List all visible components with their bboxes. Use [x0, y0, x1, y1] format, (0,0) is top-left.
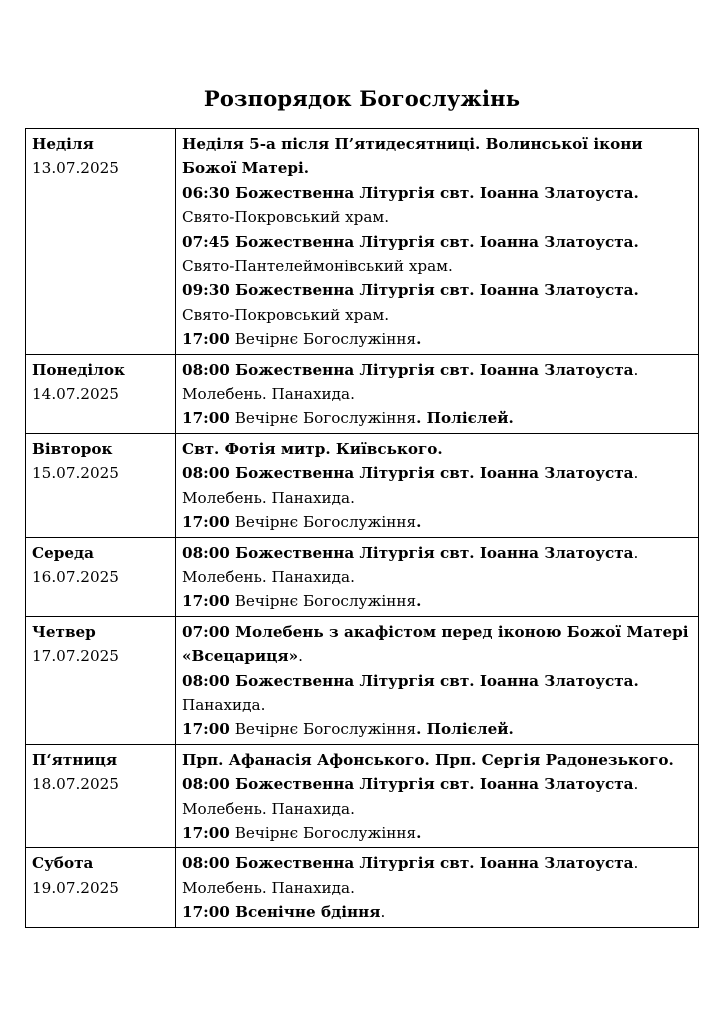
service-text: 08:00 Божественна Літургія свт. Іоанна Златоуста [182, 543, 634, 562]
service-line [182, 230, 692, 254]
day-date: 13.07.2025 [32, 159, 119, 178]
day-cell [26, 744, 176, 848]
service-line [182, 461, 692, 485]
service-text: Вечірнє Богослужіння [229, 823, 417, 842]
services-cell [176, 848, 699, 927]
service-text: . [633, 464, 639, 483]
day-date: 19.07.2025 [32, 878, 119, 897]
service-text: 08:00 Божественна Літургія свт. Іоанна Златоуста. [182, 671, 639, 690]
service-text: 08:00 Божественна Літургія свт. Іоанна Златоуста [182, 854, 634, 873]
service-line [182, 797, 692, 821]
day-name: Субота [32, 854, 94, 873]
service-text: . [633, 854, 639, 873]
service-line [182, 669, 692, 693]
service-text: Вечірнє Богослужіння [229, 720, 417, 739]
service-text: 08:00 Божественна Літургія свт. Іоанна Златоуста [182, 464, 634, 483]
service-text: 17:00 [182, 409, 230, 428]
schedule-row [26, 354, 699, 433]
service-line [182, 254, 692, 278]
day-date: 18.07.2025 [32, 775, 119, 794]
service-text: 07:45 Божественна Літургія свт. Іоанна Златоуста. [182, 232, 639, 251]
service-line [182, 437, 692, 461]
service-text: 17:00 [182, 330, 230, 349]
service-text: Молебень. Панахида. [182, 799, 355, 818]
day-name: Вівторок [32, 439, 113, 458]
service-line [182, 358, 692, 382]
service-line [182, 748, 692, 772]
services-cell [176, 616, 699, 744]
service-text: 09:30 Божественна Літургія свт. Іоанна Златоуста. [182, 281, 639, 300]
service-text: 08:00 Божественна Літургія свт. Іоанна Златоуста [182, 360, 634, 379]
service-text: Вечірнє Богослужіння [229, 409, 417, 428]
service-line [182, 510, 692, 534]
service-text: Вечірнє Богослужіння [229, 592, 417, 611]
service-text: . [298, 647, 303, 666]
service-text: . [416, 823, 422, 842]
service-line [182, 900, 692, 924]
service-line [182, 406, 692, 430]
service-text: Свято-Покровський храм. [182, 305, 390, 324]
service-text: Вечірнє Богослужіння [229, 513, 417, 532]
service-text: Вечірнє Богослужіння [229, 330, 417, 349]
service-text: . [633, 543, 639, 562]
schedule-body [26, 129, 699, 928]
service-text: Молебень. Панахида. [182, 878, 355, 897]
day-cell [26, 616, 176, 744]
day-name: Неділя [32, 135, 94, 153]
service-line [182, 821, 692, 845]
day-name: Середа [32, 543, 94, 562]
service-text: . [416, 513, 422, 532]
service-line [182, 132, 692, 181]
service-line [182, 851, 692, 875]
services-cell [176, 537, 699, 616]
services-cell [176, 354, 699, 433]
service-text: Свт. Фотія митр. Київського. [182, 439, 443, 458]
service-text: . Полієлей. [416, 409, 514, 428]
service-text: 08:00 Божественна Літургія свт. Іоанна Златоуста [182, 775, 634, 794]
day-name: П‘ятниця [32, 750, 118, 769]
service-line [182, 382, 692, 406]
service-line [182, 303, 692, 327]
service-text: Молебень. Панахида. [182, 567, 355, 586]
service-line [182, 620, 692, 669]
schedule-row [26, 129, 699, 355]
service-text: Молебень. Панахида. [182, 385, 355, 404]
service-text: 17:00 [182, 592, 230, 611]
service-line [182, 876, 692, 900]
day-name: Четвер [32, 622, 96, 641]
service-text: 17:00 [182, 823, 230, 842]
day-cell [26, 848, 176, 927]
service-line [182, 278, 692, 302]
day-date: 15.07.2025 [32, 464, 119, 483]
service-line [182, 565, 692, 589]
service-text: Свято-Пантелеймонівський храм. [182, 257, 453, 276]
service-text: 17:00 Всенічне бдіння [182, 903, 381, 922]
service-text: Неділя 5-а після П’ятидесятниці. Волинської ікони Божої Матері. [182, 135, 643, 178]
service-line [182, 327, 692, 351]
service-line [182, 181, 692, 205]
schedule-row [26, 433, 699, 537]
service-text: 06:30 Божественна Літургія свт. Іоанна Златоуста. [182, 183, 639, 202]
service-line [182, 486, 692, 510]
day-cell [26, 537, 176, 616]
day-date: 14.07.2025 [32, 385, 119, 404]
service-text: . Полієлей. [416, 720, 514, 739]
page-title: Розпорядок Богослужінь [203, 86, 521, 111]
schedule-row [26, 744, 699, 848]
service-text: . [380, 903, 386, 922]
day-name: Понеділок [32, 360, 125, 379]
service-text: 17:00 [182, 720, 230, 739]
services-cell [176, 433, 699, 537]
service-line [182, 589, 692, 613]
service-text: Молебень. Панахида. [182, 488, 355, 507]
services-cell [176, 744, 699, 848]
service-line [182, 693, 692, 717]
service-text: . [416, 592, 422, 611]
service-text: 07:00 Молебень з акафістом перед іконою Божої Матері «Всецариця» [182, 622, 689, 666]
day-date: 17.07.2025 [32, 647, 119, 666]
service-text: 17:00 [182, 513, 230, 532]
schedule-row [26, 537, 699, 616]
service-line [182, 205, 692, 229]
day-cell [26, 354, 176, 433]
day-cell [26, 129, 176, 355]
service-text: . [416, 330, 422, 349]
service-text: Прп. Афанасія Афонського. Прп. Сергія Радонезького. [182, 750, 674, 769]
schedule-row [26, 848, 699, 927]
service-line [182, 541, 692, 565]
service-text: . [633, 775, 639, 794]
service-text: . [633, 360, 639, 379]
day-date: 16.07.2025 [32, 567, 119, 586]
schedule-table [25, 128, 699, 928]
service-text: Панахида. [182, 695, 266, 714]
day-cell [26, 433, 176, 537]
service-line [182, 772, 692, 796]
service-text: Свято-Покровський храм. [182, 208, 390, 227]
service-line [182, 717, 692, 741]
schedule-row [26, 616, 699, 744]
services-cell [176, 129, 699, 355]
